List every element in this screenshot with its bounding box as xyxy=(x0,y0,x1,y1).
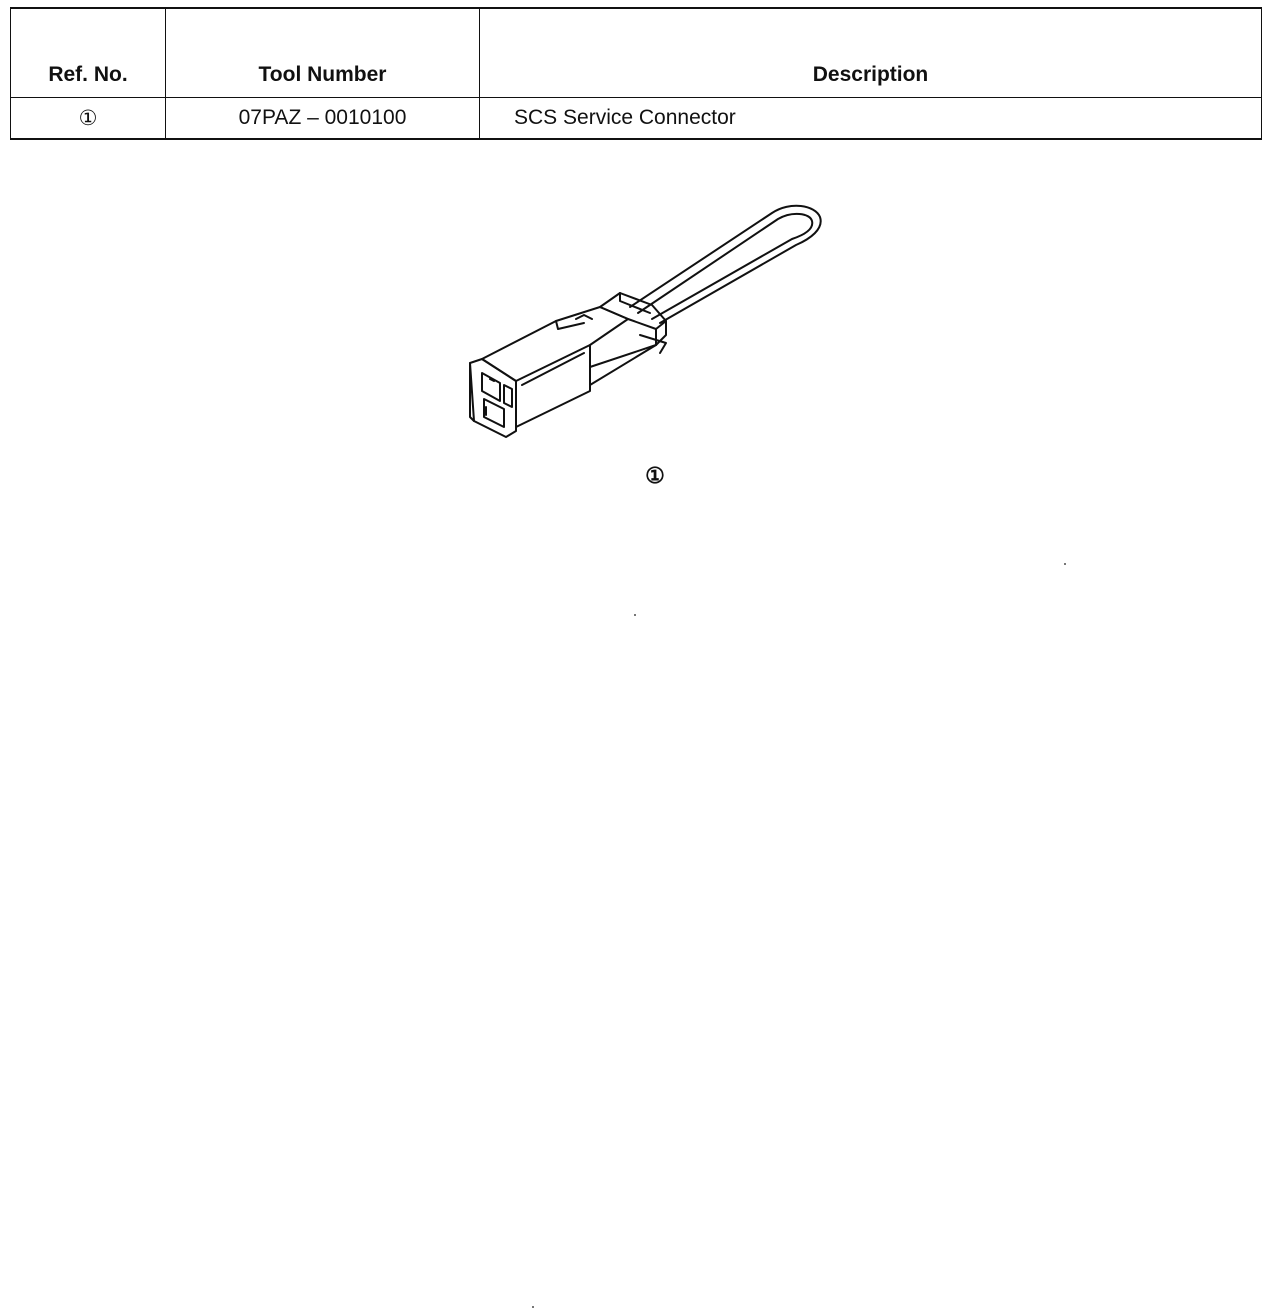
scan-speck xyxy=(634,614,636,616)
scan-speck xyxy=(532,1306,534,1308)
cell-tool-number: 07PAZ – 0010100 xyxy=(166,98,480,140)
header-description: Description xyxy=(480,8,1262,98)
header-ref-no: Ref. No. xyxy=(11,8,166,98)
cell-ref-no: ① xyxy=(11,98,166,140)
cell-description: SCS Service Connector xyxy=(480,98,1262,140)
scan-speck xyxy=(1064,563,1066,565)
header-tool-number: Tool Number xyxy=(166,8,480,98)
table-header-row xyxy=(11,8,1262,98)
scs-service-connector-drawing xyxy=(460,195,840,455)
table-row xyxy=(11,98,1262,140)
special-tools-table xyxy=(10,7,1262,140)
ref-callout-label: ① xyxy=(645,463,665,488)
